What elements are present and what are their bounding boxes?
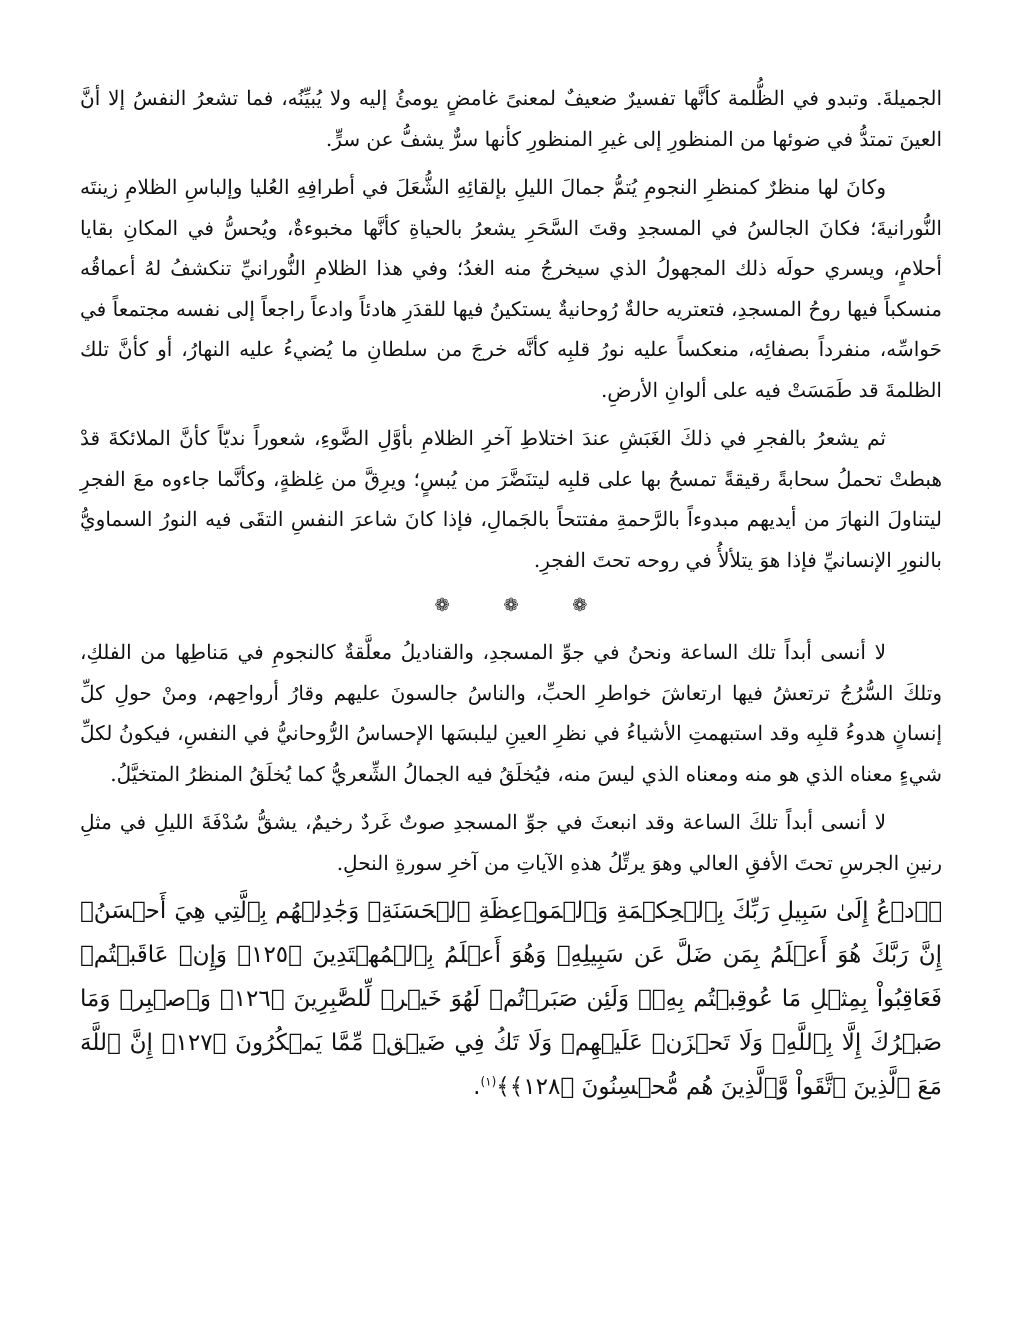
- verse-close-bracket: ﴾: [496, 1074, 510, 1100]
- paragraph-4: لا أنسى أبداً تلك الساعة ونحنُ في جوِّ المسجدِ، والقناديلُ معلَّقةٌ كالنجومِ في مَناطِها من الفلكِ، وتلكَ السُّرُجُ ترتعشُ فيها ارتعاشَ خواطرِ الحبِّ، والناسُ جالسونَ عليهم وقارُ أرواحِهم، ومنْ حولِ كلِّ إنسانٍ هدوءُ قلبِه وقد استبهمتِ الأشياءُ في نظرِ العينِ ليلبسَها الإحساسُ الرُّوحانيُّ في النفسِ، فيكونُ لكلِّ شيءٍ معناه الذي هو منه ومعناه الذي ليسَ منه، فيُخلَقُ فيه الجمالُ الشِّعريُّ كما يُخلَقُ المنظرُ المتخيَّلُ.: [80, 640, 942, 786]
- verse-end-dot: .: [473, 1074, 481, 1100]
- separator-ornament: ❁: [572, 595, 588, 616]
- separator-ornament: ❁: [503, 595, 519, 616]
- page-body: [80, 78, 942, 1132]
- quran-verse: [80, 889, 942, 1109]
- paragraph-1: الجميلةَ. وتبدو في الظُّلمة كأنَّها تفسيرٌ ضعيفٌ لمعنىً غامضٍ يومئُ إليه ولا يُبيِّنُه، فما تشعرُ النفسُ إلا أنَّ العينَ تمتدُّ في ضوئها من المنظورِ إلى غيرِ المنظورِ كأنها سرٌّ يشفُّ عن سرٍّ.: [80, 86, 942, 151]
- paragraph-2: وكانَ لها منظرٌ كمنظرِ النجومِ يُتمُّ جمالَ الليلِ بإلقائِهِ الشُّعَلَ في أطرافِهِ العُليا وإلباسِ الظلامِ زينتَه النُّورانيةَ؛ فكانَ الجالسُ في المسجدِ وقتَ السَّحَرِ يشعرُ بالحياةِ كأنَّها مخبوءةٌ، ويُحسُّ في المكانِ بقايا أحلامٍ، ويسري حولَه ذلك المجهولُ الذي سيخرجُ منه الغدُ؛ وفي هذا الظلامِ النُّورانيِّ تنكشفُ لهُ أعماقُه منسكباً فيها روحُ المسجدِ، فتعتريه حالةٌ رُوحانيةٌ يستكينُ فيها للقدَرِ هادئاً وادعاً راجعاً إلى نفسه مجتمعاً في حَواسِّه، منفرداً بصفائِه، منعكساً عليه نورُ قلبِه كأنَّه خرجَ من سلطانِ ما يُضيءُ عليه النهارُ، أو كأنَّ تلك الظلمةَ قد طَمَسَتْ فيه على ألوانِ الأرضِ.: [80, 175, 942, 402]
- paragraph-3: ثم يشعرُ بالفجرِ في ذلكَ الغَبَشِ عندَ اختلاطِ آخرِ الظلامِ بأوَّلِ الضَّوءِ، شعوراً نديّاً كأنَّ الملائكةَ قدْ هبطتْ تحملُ سحابةً رقيقةً تمسحُ بها على قلبِه ليتنَضَّرَ من يُبسٍ؛ ويرِقَّ من غِلظةٍ، وكأنَّما جاءوه معَ الفجرِ ليتناولَ النهارَ من أيديهم مبدوءاً بالرَّحمةِ مفتتحاً بالجَمالِ، فإذا كانَ شاعرَ النفسِ التقَى فيه النورُ السماويُّ بالنورِ الإنسانيِّ فإذا هوَ يتلألأُ في روحه تحتَ الفجرِ.: [80, 426, 942, 572]
- separator-ornament: ❁: [434, 595, 450, 616]
- verse-text: ٱدۡعُ إِلَىٰ سَبِيلِ رَبِّكَ بِٱلۡحِكۡمَةِ وَٱلۡمَوۡعِظَةِ ٱلۡحَسَنَةِۖ وَجَٰدِلۡهُم بِٱلَّتِي هِيَ أَحۡسَنُۚ إِنَّ رَبَّكَ هُوَ أَعۡلَمُ بِمَن ضَلَّ عَن سَبِيلِهِۦ وَهُوَ أَعۡلَمُ بِٱلۡمُهۡتَدِينَ ﴿١٢٥﴾ وَإِنۡ عَاقَبۡتُمۡ فَعَاقِبُواْ بِمِثۡلِ مَا عُوقِبۡتُم بِهِۦۖ وَلَئِن صَبَرۡتُمۡ لَهُوَ خَيۡرٞ لِّلصَّٰبِرِينَ ﴿١٢٦﴾ وَٱصۡبِرۡ وَمَا صَبۡرُكَ إِلَّا بِٱللَّهِۚ وَلَا تَحۡزَنۡ عَلَيۡهِمۡ وَلَا تَكُ فِي ضَيۡقٖ مِّمَّا يَمۡكُرُونَ ﴿١٢٧﴾ إِنَّ ٱللَّهَ مَعَ ٱلَّذِينَ ٱتَّقَواْ وَّٱلَّذِينَ هُم مُّحۡسِنُونَ ﴿١٢٨﴾: [80, 898, 943, 1100]
- verse-open-bracket: ﴿: [928, 898, 942, 924]
- paragraph-5: لا أنسى أبداً تلكَ الساعة وقد انبعثَ في جوِّ المسجدِ صوتٌ غَردٌ رخيمٌ، يشقُّ سُدْفَةَ الليلِ في مثلِ رنينِ الجرسِ تحتَ الأفقِ العالي وهوَ يرتِّلُ هذهِ الآياتِ من آخرِ سورةِ النحلِ.: [80, 810, 942, 875]
- footnote-marker: (١): [480, 1074, 497, 1089]
- section-separator: [80, 586, 942, 626]
